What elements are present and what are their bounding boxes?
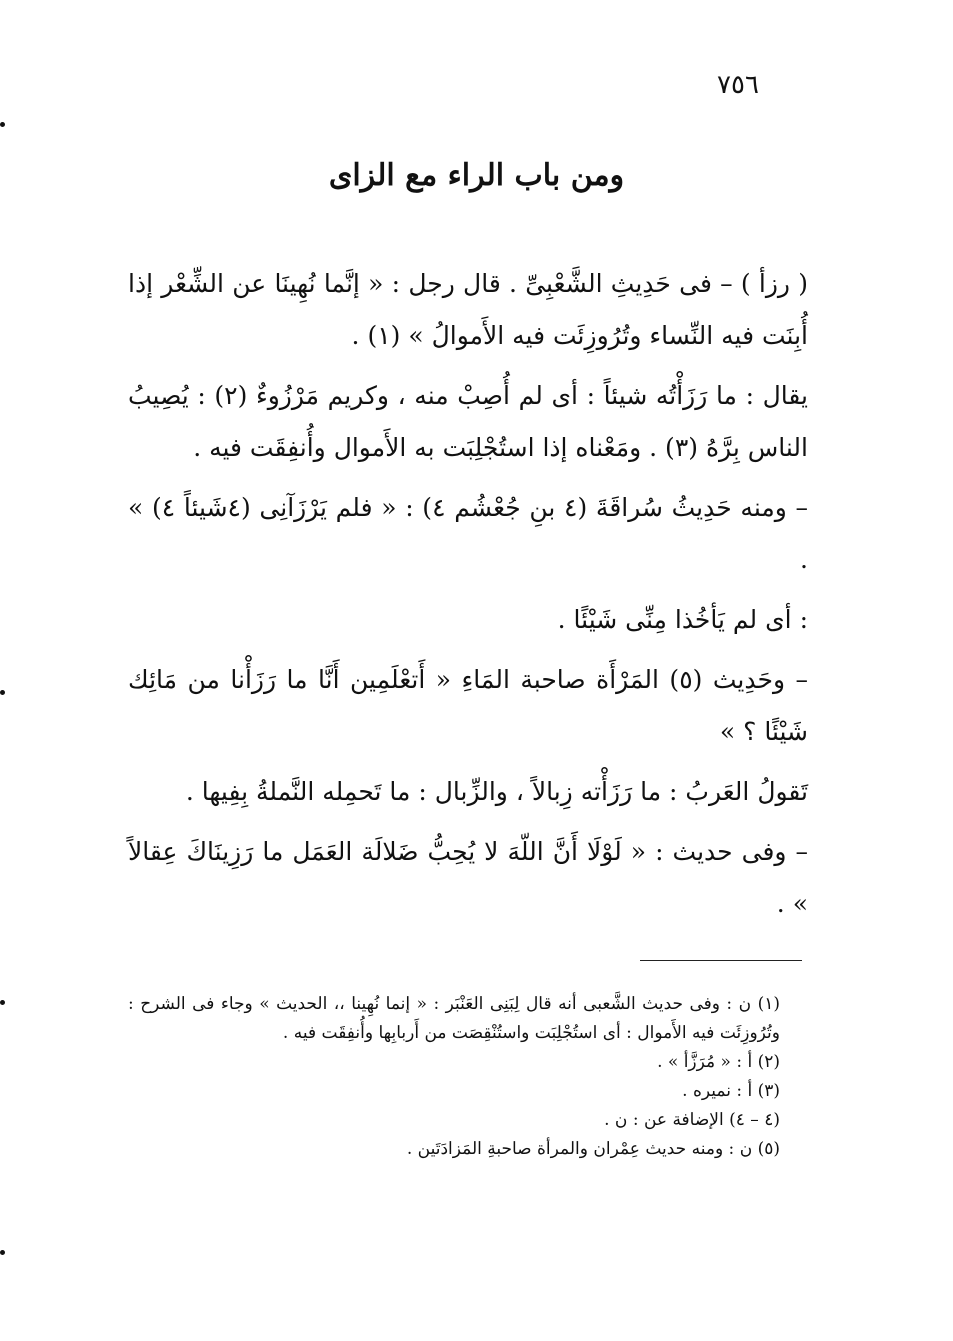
paragraph: – وفى حديث : « لَوْلَا أَنَّ اللّهَ لا يُحِبُّ ضَلالَة العَمَل ما رَزِينَاكَ عِقالاً » . — [128, 837, 808, 918]
footnote: (١) ن : وفى حديث الشَّعبى أنه قال لِبَنِى العَنْبَر : « إنما نُهِينا ،، الحديث » وجاء فى الشرح : وتُرُوزِئَت فيه الأَموال : أى استُجْلِبَت واستُنْقِصَت من أَربابِها وأُنفِقَت فيه . — [128, 994, 780, 1043]
paragraph: تَقولُ العَربُ : ما رَزَأْته زِبالاً ، والزِّبال : ما تَحمِله النَّملةُ بِفِيها . — [185, 777, 808, 806]
scan-mark — [0, 690, 5, 695]
page-number: ٧٥٦ — [717, 70, 759, 100]
footnote: (٥) ن : ومنه حديث عِمْران والمرأة صاحبةِ المَزادَتَين . — [406, 1139, 780, 1159]
body-text — [128, 258, 808, 938]
footnote: (٣) أ : نميره . — [682, 1081, 780, 1101]
footnote: (٢) أ : « مُرَزَّأ » . — [657, 1052, 780, 1072]
scan-mark — [0, 1250, 5, 1255]
paragraph: ( رزأ ) – فى حَدِيثِ الشَّعْبِىِّ . قال رجل : « إنَّما نُهِينَا عن الشِّعْر إذا أُبِنَت فيه النِّساء وتُرُوزِئَت فيه الأَموالُ » (١) . — [128, 269, 808, 350]
footnotes — [128, 990, 808, 1164]
scan-mark — [0, 1000, 5, 1005]
footnote: (٤ – ٤) الإضافة عن : ن . — [604, 1110, 780, 1130]
scan-mark — [0, 122, 5, 127]
footnote-divider — [640, 960, 802, 961]
paragraph: : أى لم يَأخُذا مِنِّى شَيْئًا . — [557, 605, 808, 634]
section-heading: ومن باب الراء مع الزاى — [328, 158, 625, 193]
paragraph: يقال : ما رَزَأْتُه شيئاً : أى لم أُصِبْ منه ، وكريم مَرْزُوءٌ (٢) : يُصِيبُ الناس بِرَّهُ (٣) . ومَعْناه إذا استُجْلِبَت به الأَموال وأُنفِقَت فيه . — [128, 381, 808, 462]
paragraph: – ومنه حَدِيثُ سُراقَةَ (٤ بنِ جُعْشُم ٤) : « فلم يَرْزَآنِى (٤شَيئاً ٤) » . — [128, 493, 809, 574]
paragraph: – وحَدِيث (٥) المَرْأَة صاحبة المَاءِ « أَتعْلَمِين أَنَّا ما رَزَأْنا من مَائِك شَيْئًا ؟ » — [128, 665, 808, 746]
